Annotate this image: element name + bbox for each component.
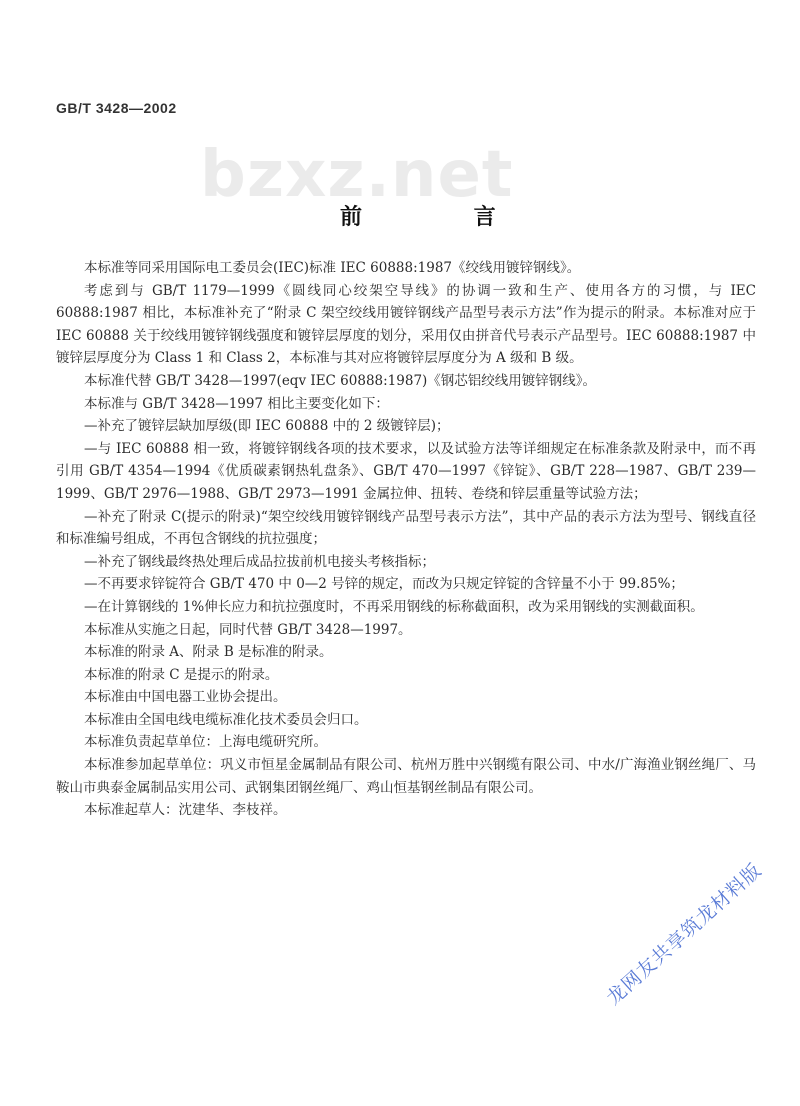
page-title: 前 言 bbox=[340, 205, 548, 230]
paragraph-coordination: 考虑到与 GB/T 1179—1999《圆线同心绞架空导线》的协调一致和生产、使用各方的习惯，与 IEC 60888:1987 相比，本标准补充了“附录 C 架空绞线用镀锌钢线产品型号表示方法”作为提示的附录。本标准对应于 IEC 60888 关于绞线用镀锌钢线强度和镀锌层厚度的划分，采用仅由拼音代号表示产品型号。IEC 60888:1987 中镀锌层厚度分为 Class 1 和 Class 2，本标准与其对应将镀锌层厚度分为 A 级和 B 级。 bbox=[56, 282, 756, 367]
corner-watermark-stamp: 龙网友共享筑龙材料版 bbox=[602, 859, 767, 1010]
paragraph-annex-ab: 本标准的附录 A、附录 B 是标准的附录。 bbox=[84, 644, 333, 661]
paragraph-equivalence: 本标准等同采用国际电工委员会(IEC)标准 IEC 60888:1987《绞线用镀锌钢线》。 bbox=[84, 260, 581, 276]
paragraph-annex-c: 本标准的附录 C 是提示的附录。 bbox=[84, 666, 279, 683]
site-watermark: bzxz.net bbox=[200, 138, 514, 212]
paragraph-participants: 本标准参加起草单位：巩义市恒星金属制品有限公司、杭州万胜中兴钢缆有限公司、中水/广海渔业钢丝绳厂、马鞍山市典泰金属制品实用公司、武钢集团钢丝绳厂、鸡山恒基钢丝制品有限公司。 bbox=[56, 757, 756, 796]
change-item: —与 IEC 60888 相一致，将镀锌钢线各项的技术要求，以及试验方法等详细规定在标准条款及附录中，而不再引用 GB/T 4354—1994《优质碳素钢热轧盘条》、GB/T 470—1997《锌锭》、GB/T 228—1987、GB/T 239—1999、GB/T 2976—1988、GB/T 2973—1991 金属拉伸、扭转、卷绕和锌层重量等试验方法； bbox=[56, 440, 756, 502]
paragraph-changes-intro: 本标准与 GB/T 3428—1997 相比主要变化如下： bbox=[84, 395, 389, 412]
paragraph-drafters: 本标准起草人：沈建华、李枝祥。 bbox=[84, 802, 287, 819]
paragraph-drafter-unit: 本标准负责起草单位：上海电缆研究所。 bbox=[84, 734, 327, 751]
paragraph-effective: 本标准从实施之日起，同时代替 GB/T 3428—1997。 bbox=[84, 621, 412, 638]
change-item: —不再要求锌锭符合 GB/T 470 中 0—2 号锌的规定，而改为只规定锌锭的含锌量不小于 99.85%； bbox=[84, 576, 684, 593]
change-item: —在计算钢线的 1%伸长应力和抗拉强度时，不再采用钢线的标称截面积，改为采用钢线的实测截面积。 bbox=[84, 598, 704, 615]
paragraph-replaces: 本标准代替 GB/T 3428—1997(eqv IEC 60888:1987)《钢芯铝绞线用镀锌钢线》。 bbox=[84, 372, 597, 389]
foreword-body bbox=[56, 257, 756, 822]
standard-number: GB/T 3428—2002 bbox=[56, 100, 177, 116]
paragraph-committee: 本标准由全国电线电缆标准化技术委员会归口。 bbox=[84, 711, 368, 728]
paragraph-proposer: 本标准由中国电器工业协会提出。 bbox=[84, 689, 287, 706]
change-item: —补充了钢线最终热处理后成品拉拔前机电接头考核指标； bbox=[84, 553, 435, 570]
change-item: —补充了附录 C(提示的附录)“架空绞线用镀锌钢线产品型号表示方法”，其中产品的表示方法为型号、钢线直径和标准编号组成，不再包含钢线的抗拉强度； bbox=[56, 508, 756, 548]
change-item: —补充了镀锌层缺加厚级(即 IEC 60888 中的 2 级镀锌层)； bbox=[84, 418, 450, 435]
